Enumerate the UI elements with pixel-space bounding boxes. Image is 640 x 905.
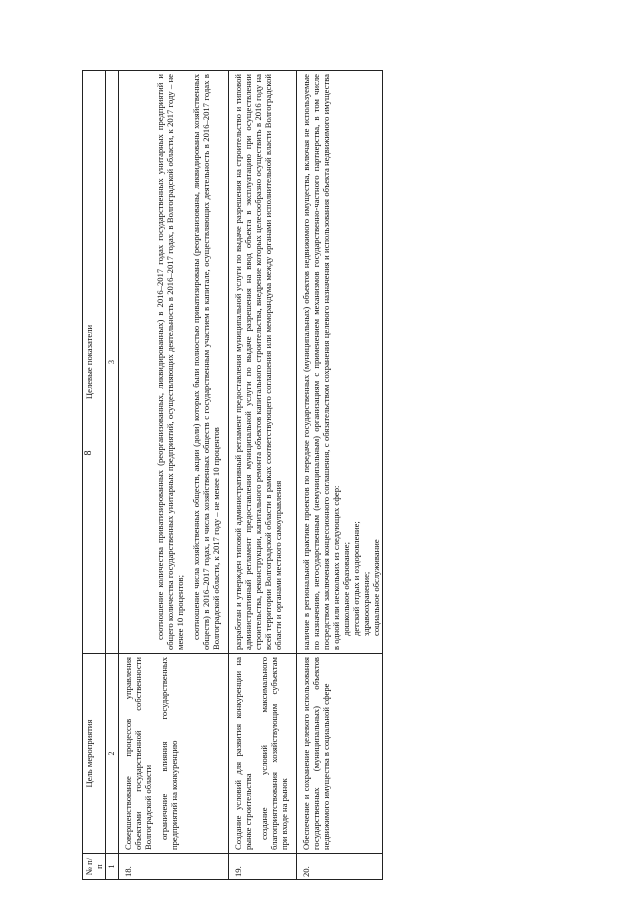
goal-cell: [229, 654, 297, 854]
target-text: разработан и утвержден типовой административный регламент предоставления муниципальной услуги по выдаче разрешения на строительство и типовой административный регламент предоставления муниципальной услуги по выдаче разрешения на ввод объекта в эксплуатацию при осуществлении строительства, реконструкции, капитального ремонта объектов капитального строительства, внедрение которых целесообразно осуществить в 2016 году на всей территории Волгоградской области в рамках соответствующего соглашения или меморандума между органами исполнительной власти Волгоградской области и органами местного самоуправления: [233, 74, 283, 650]
sphere-item: здравоохранение;: [361, 571, 371, 636]
goal-text: Создание условий для развития конкуренции на рынке строительства: [233, 657, 253, 850]
sphere-item: детский отдых и оздоровление;: [351, 521, 361, 636]
spheres-list: [341, 74, 381, 650]
col-number-2: 2: [106, 654, 119, 854]
targets-table: [82, 70, 383, 880]
goal-subtext: создание условий максимального благоприятствования хозяйствующим субъектам при входе на рынок: [259, 657, 289, 850]
row-number: 20.: [297, 854, 383, 880]
column-number-row: [106, 71, 119, 880]
table-row-20: [297, 71, 383, 880]
page-number: 8: [83, 450, 94, 456]
targets-cell: [229, 71, 297, 654]
row-number: 18.: [119, 854, 229, 880]
goal-cell: [119, 654, 229, 854]
header-num: № п/п: [83, 854, 106, 880]
goal-text: Обеспечение и сохранение целевого использования государственных (муниципальных) объектов недвижимого имущества в социальной сфере: [301, 657, 331, 850]
table-row-19: [229, 71, 297, 880]
rotated-table-container: [82, 70, 600, 880]
goal-text: Совершенствование процессов управления объектами государственной собственности Волгоградской области: [123, 657, 153, 850]
targets-cell: [297, 71, 383, 654]
header-targets: Целевые показатели: [83, 71, 106, 654]
col-number-3: 3: [106, 71, 119, 654]
goal-cell: [297, 654, 383, 854]
sphere-item: социальное обслуживание: [371, 539, 381, 636]
table-row-18: [119, 71, 229, 880]
target-text: соотношение числа хозяйственных обществ, акции (доли) которых были полностью приватизированы (реорганизованы, ликвидированы хозяйственных обществ) в 2016–2017 годах, и числа хозяйственных обществ с государственным участием в капитале, осуществляющих деятельность в 2016–2017 годах в Волгоградской области, к 2017 году – не менее 10 процентов: [191, 74, 221, 650]
header-goal: Цель мероприятия: [83, 654, 106, 854]
col-number-1: 1: [106, 854, 119, 880]
table-header-row: [83, 71, 106, 880]
sphere-item: дошкольное образование;: [341, 542, 351, 636]
target-text: наличие в региональной практике проектов по передаче государственных (муниципальных) объектов недвижимого имущества, включая не используемые по назначению, негосударственным (немуниципальным) организациям с применением механизмов государственно-частного партнерства, в том числе посредством заключения концессионного соглашения, с обязательством сохранения целевого назначения и использования объекта недвижимого имущества в одной или нескольких из следующих сфер:: [301, 74, 341, 650]
target-text: соотношение количества приватизированных (реорганизованных, ликвидированных) в 2016–2017 годах государственных унитарных предприятий и общего количества государственных унитарных предприятий, осуществляющих деятельность в 2016–2017 годах, в Волгоградской области, к 2017 году – не менее 10 процентов;: [155, 74, 185, 650]
targets-cell: [119, 71, 229, 654]
row-number: 19.: [229, 854, 297, 880]
goal-subtext: ограничение влияния государственных предприятий на конкуренцию: [159, 657, 179, 850]
